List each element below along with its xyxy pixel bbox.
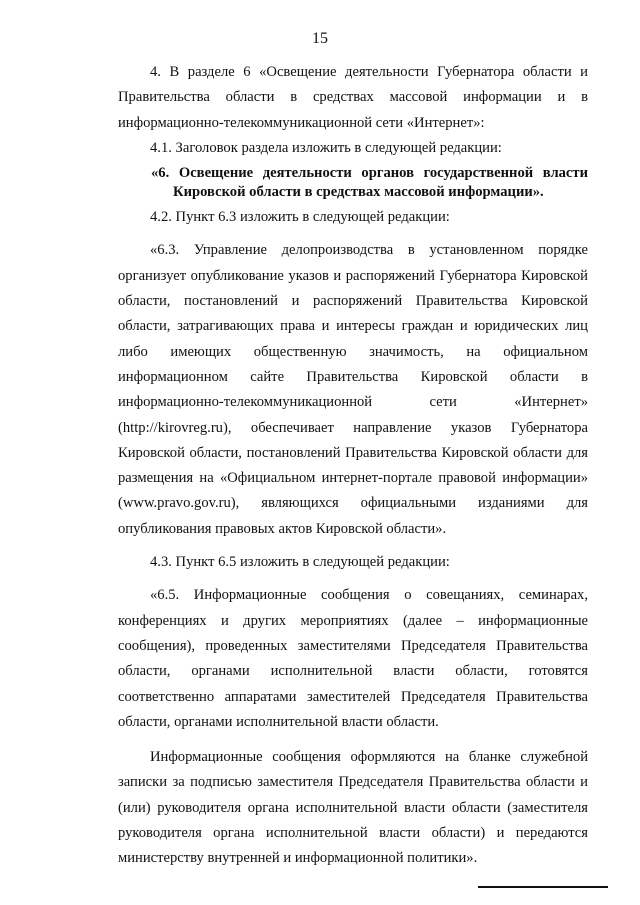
paragraph-point-6-5: «6.5. Информационные сообщения о совещаниях, семинарах, конференциях и других мероприятиях (далее – информационные сообщения), проведенных заместителями Председателя Правительства области, органами исполнительной власти области, готовятся соответственно аппаратами заместителей Председателя Правительства области, органами исполнительной власти области.	[118, 587, 588, 730]
page-number: 15	[312, 30, 328, 47]
footer-rule	[478, 886, 608, 888]
paragraph-point-6-3: «6.3. Управление делопроизводства в установленном порядке организует опубликование указов и распоряжений Губернатора Кировской области, постановлений и распоряжений Правительства Кировской области, затрагивающих права и интересы граждан и юридических лиц либо имеющих общественную значимость, на официальном информационном сайте Правительства Кировской области в информационно-телекоммуникационной сети «Интернет» (http://kirovreg.ru), обеспечивает направление указов Губернатора Кировской области, постановлений Правительства Кировской области для размещения на «Официальном интернет-портале правовой информации» (www.pravo.gov.ru), являющихся официальными изданиями для опубликования правовых актов Кировской области».	[118, 242, 588, 537]
paragraph-info-messages: Информационные сообщения оформляются на бланке служебной записки за подписью заместителя Председателя Правительства области и (или) руководителя органа исполнительной власти области (заместителя руководителя органа исполнительной власти области) и передаются министерству внутренней и информационной политики».	[118, 749, 588, 867]
paragraph-item-4-3: 4.3. Пункт 6.5 изложить в следующей редакции:	[150, 554, 450, 571]
document-body	[118, 60, 588, 872]
section-6-new-heading: «6. Освещение деятельности органов государственной власти Кировской области в средствах массовой информации».	[151, 165, 588, 201]
paragraph-item-4: 4. В разделе 6 «Освещение деятельности Губернатора области и Правительства области в средствах массовой информации и в информационно-телекоммуникационной сети «Интернет»:	[118, 64, 588, 131]
paragraph-item-4-2: 4.2. Пункт 6.3 изложить в следующей редакции:	[150, 209, 450, 226]
paragraph-item-4-1: 4.1. Заголовок раздела изложить в следующей редакции:	[150, 139, 502, 156]
